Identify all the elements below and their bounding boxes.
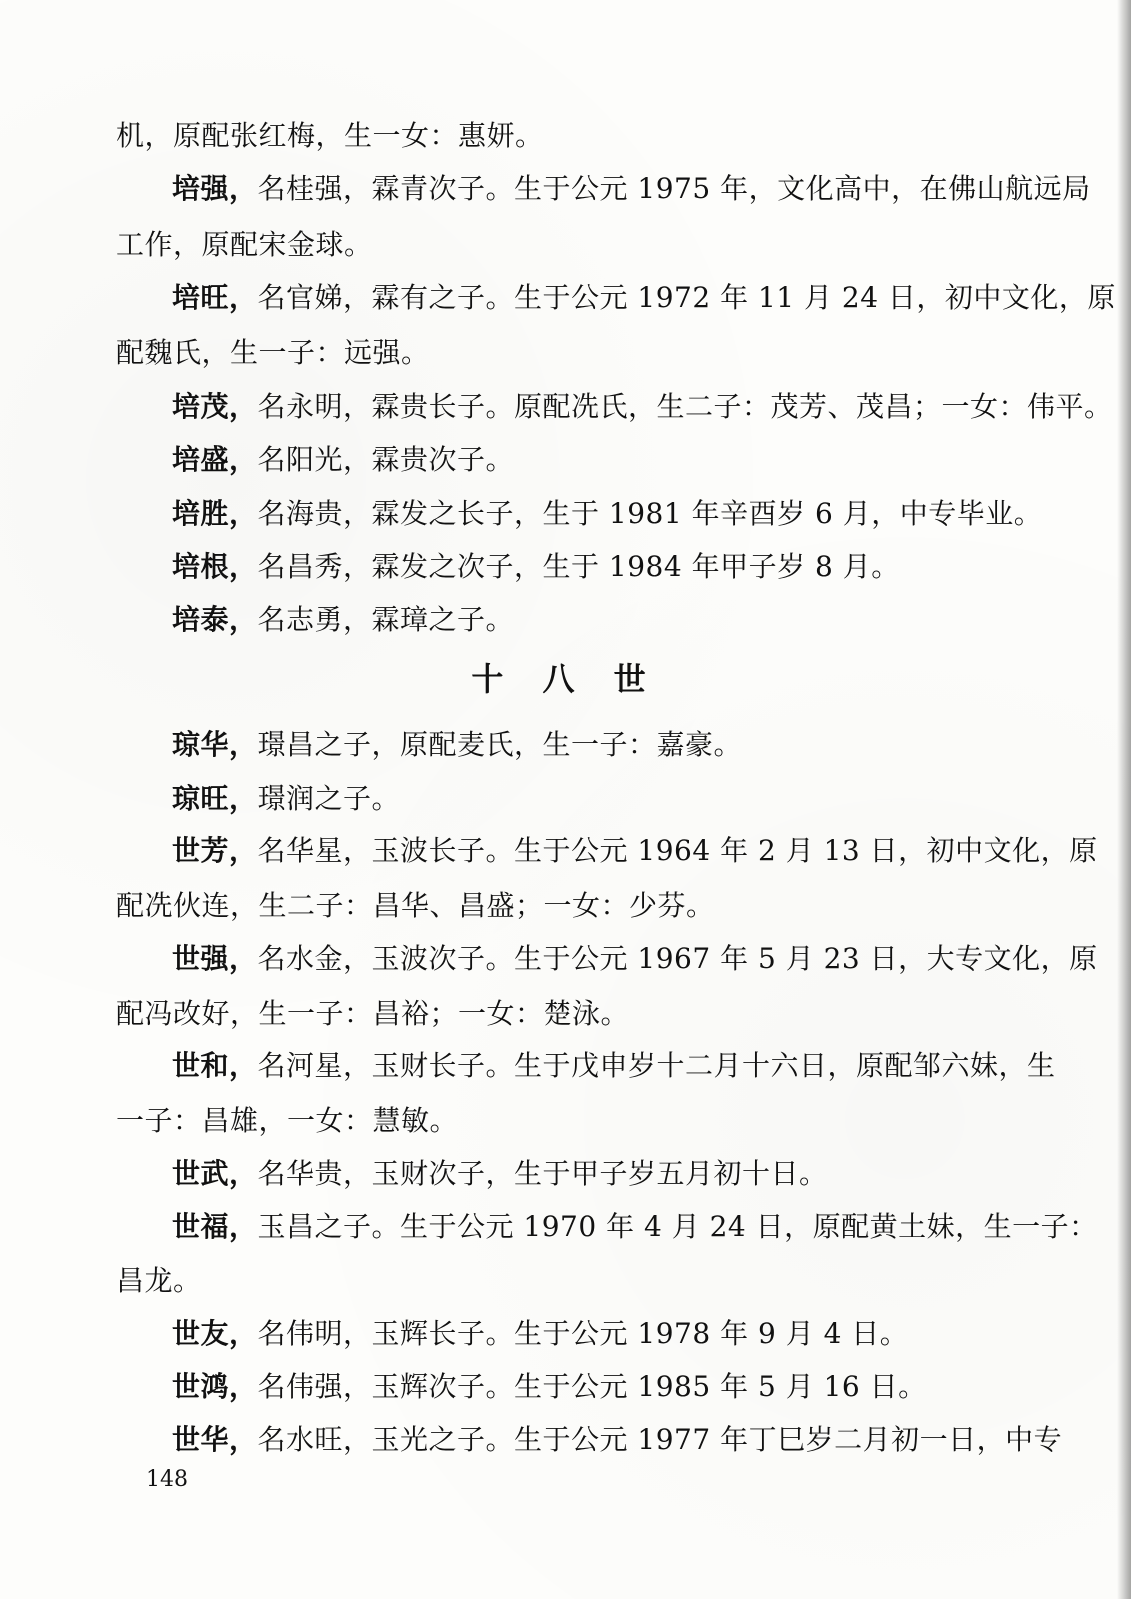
person-name: 世福， [172, 1210, 258, 1243]
line-text: 名河星，玉财长子。生于戊申岁十二月十六日，原配邹六妹，生 [257, 1049, 1056, 1082]
person-name: 培茂， [172, 390, 258, 423]
person-name: 世华， [172, 1423, 258, 1456]
person-name: 培根， [172, 550, 258, 583]
line-text: 工作，原配宋金球。 [116, 228, 373, 261]
entry-line [172, 547, 1102, 587]
entry-line [172, 1314, 1102, 1354]
text-line [116, 994, 1046, 1034]
entry-line [172, 494, 1102, 534]
line-text: 配魏氏，生一子：远强。 [116, 336, 430, 369]
line-text: 名水金，玉波次子。生于公元 1967 年 5 月 23 日，大专文化，原 [257, 942, 1098, 975]
text-line [116, 1101, 1046, 1141]
entry-line [172, 440, 1102, 480]
entry-line [172, 1046, 1102, 1086]
person-name: 培泰， [172, 603, 258, 636]
person-name: 世芳， [172, 834, 258, 867]
entry-line [172, 831, 1102, 871]
page-edge-shadow [1117, 0, 1131, 1599]
entry-line [172, 600, 1102, 640]
entry-line [172, 779, 1102, 819]
person-name: 培胜， [172, 497, 258, 530]
entry-line [172, 725, 1102, 765]
line-text: 名水旺，玉光之子。生于公元 1977 年丁巳岁二月初一日，中专 [257, 1423, 1063, 1456]
line-text: 一子：昌雄，一女：慧敏。 [116, 1104, 459, 1137]
line-text: 名阳光，霖贵次子。 [257, 443, 515, 476]
line-text: 昌龙。 [116, 1264, 202, 1297]
person-name: 培盛， [172, 443, 258, 476]
line-text: 名官娣，霖有之子。生于公元 1972 年 11 月 24 日，初中文化，原 [257, 281, 1116, 314]
person-name: 培旺， [172, 281, 258, 314]
line-text: 配冼伙连，生二子：昌华、昌盛；一女：少芬。 [116, 889, 715, 922]
entry-line [172, 1154, 1102, 1194]
line-text: 名华星，玉波长子。生于公元 1964 年 2 月 13 日，初中文化，原 [257, 834, 1098, 867]
person-name: 世武， [172, 1157, 258, 1190]
text-line [116, 1261, 1046, 1301]
line-text: 名海贵，霖发之长子，生于 1981 年辛酉岁 6 月，中专毕业。 [257, 497, 1043, 530]
line-text: 配冯改好，生一子：昌裕；一女：楚泳。 [116, 997, 630, 1030]
entry-line [172, 169, 1102, 209]
person-name: 培强， [172, 172, 258, 205]
entry-line [172, 387, 1113, 427]
line-text: 名永明，霖贵长子。原配冼氏，生二子：茂芳、茂昌；一女：伟平。 [257, 390, 1113, 423]
entry-line [172, 1420, 1102, 1460]
text-line [116, 116, 1046, 156]
person-name: 世友， [172, 1317, 258, 1350]
text-line [116, 886, 1046, 926]
person-name: 琼华， [172, 728, 258, 761]
line-text: 名伟强，玉辉次子。生于公元 1985 年 5 月 16 日。 [257, 1370, 927, 1403]
person-name: 琼旺， [172, 782, 258, 815]
line-text: 名志勇，霖璋之子。 [257, 603, 515, 636]
person-name: 世和， [172, 1049, 258, 1082]
line-text: 名桂强，霖青次子。生于公元 1975 年，文化高中，在佛山航远局 [257, 172, 1091, 205]
line-text: 璟昌之子，原配麦氏，生一子：嘉豪。 [257, 728, 743, 761]
entry-line [172, 1367, 1102, 1407]
entry-line [172, 939, 1102, 979]
line-text: 机，原配张红梅，生一女：惠妍。 [116, 119, 544, 152]
person-name: 世鸿， [172, 1370, 258, 1403]
text-line [116, 225, 1046, 265]
line-text: 名华贵，玉财次子，生于甲子岁五月初十日。 [257, 1157, 828, 1190]
text-line [116, 333, 1046, 373]
entry-line [172, 278, 1116, 318]
section-heading: 十 八 世 [471, 660, 660, 698]
entry-line [172, 1207, 1102, 1247]
page-number: 148 [146, 1467, 188, 1492]
line-text: 璟润之子。 [257, 782, 401, 815]
line-text: 名伟明，玉辉长子。生于公元 1978 年 9 月 4 日。 [257, 1317, 909, 1350]
line-text: 名昌秀，霖发之次子，生于 1984 年甲子岁 8 月。 [257, 550, 900, 583]
person-name: 世强， [172, 942, 258, 975]
line-text: 玉昌之子。生于公元 1970 年 4 月 24 日，原配黄土妹，生一子： [257, 1210, 1098, 1243]
